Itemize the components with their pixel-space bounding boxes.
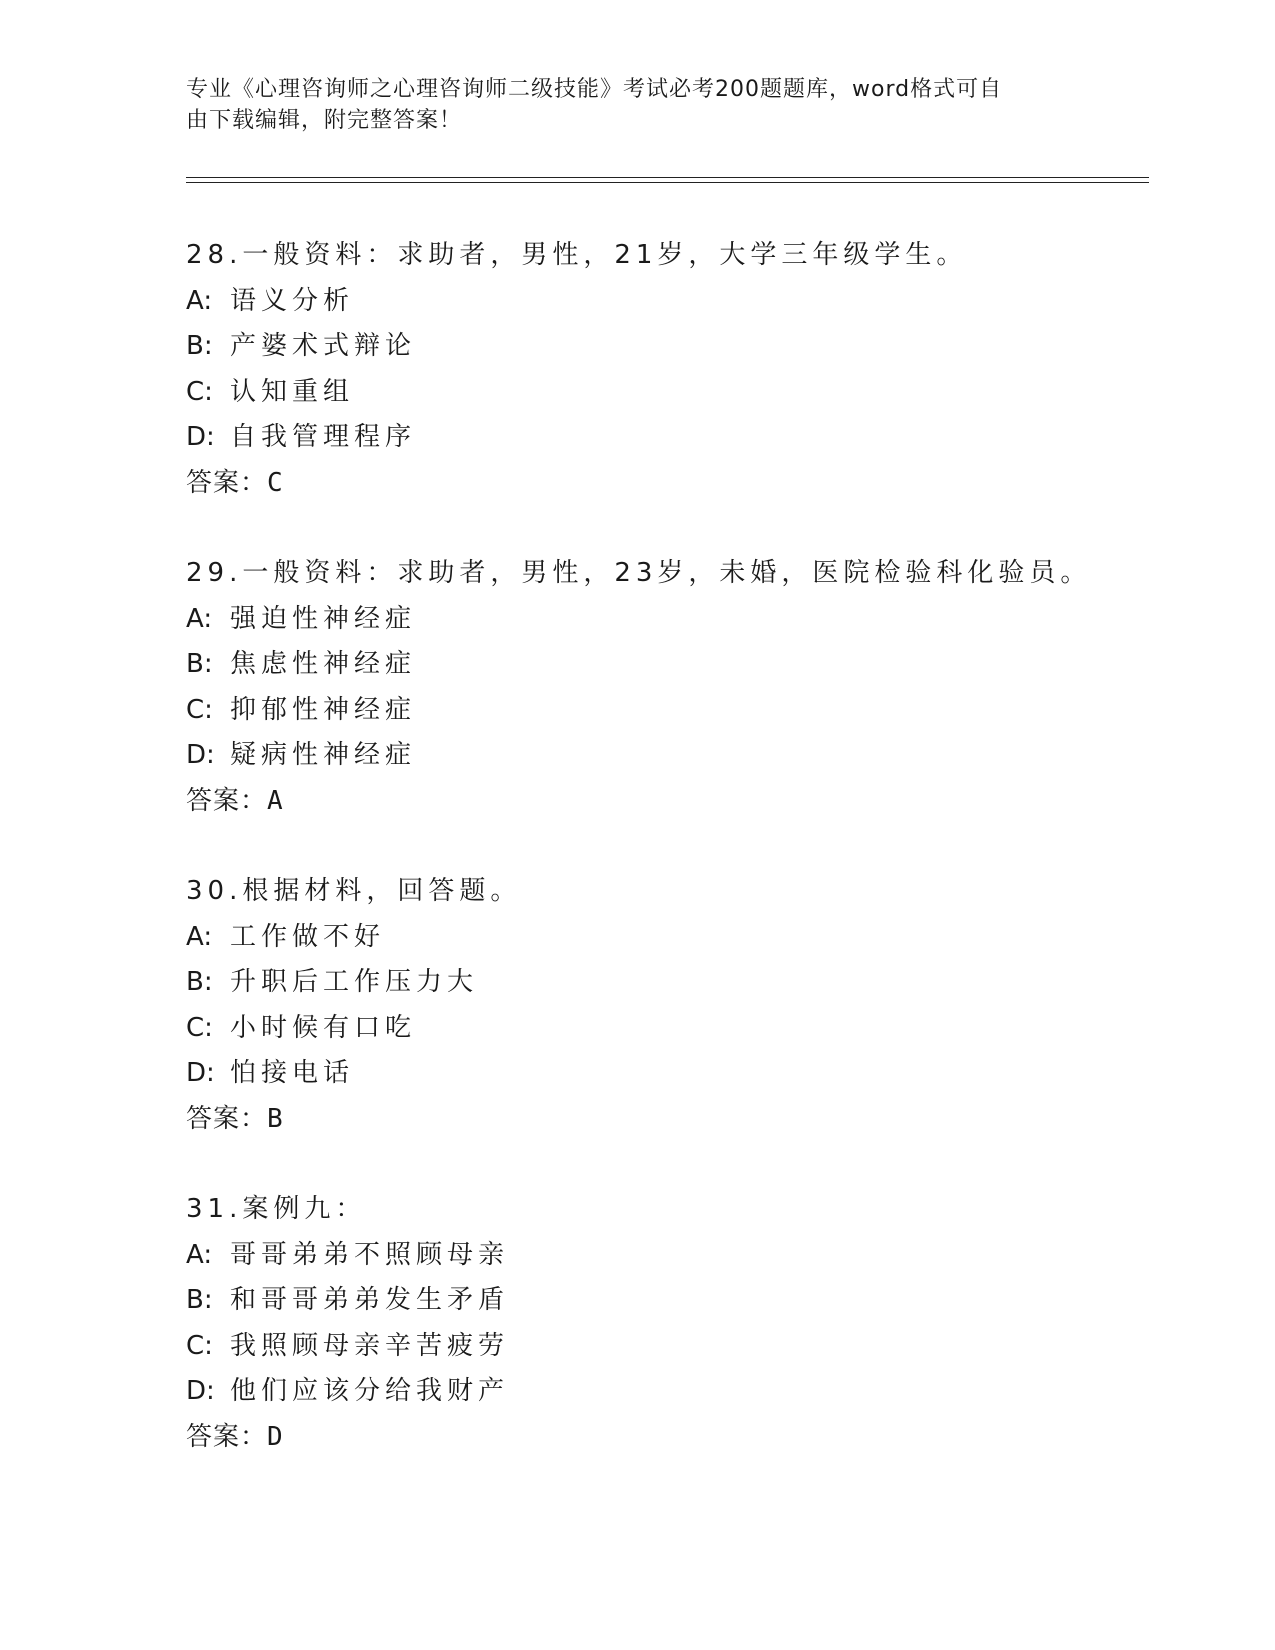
answer-value: A	[267, 785, 284, 816]
option-letter: B:	[186, 649, 213, 679]
option-letter: D:	[186, 1058, 215, 1088]
answer-label: 答案：	[186, 1103, 268, 1134]
option-letter: D:	[186, 1376, 215, 1406]
answer-label: 答案：	[186, 467, 268, 498]
question-block	[186, 233, 1146, 506]
question-stem: 28.一般资料：求助者，男性，21岁，大学三年级学生。	[186, 240, 968, 270]
document-header	[186, 74, 1066, 136]
option-a	[186, 279, 1146, 325]
question-block	[186, 1187, 1146, 1460]
option-letter: A:	[186, 603, 213, 634]
option-b	[186, 960, 1146, 1006]
option-c	[186, 370, 1146, 416]
option-text: 疑病性神经症	[230, 740, 417, 770]
header-line-2: 由下载编辑，附完整答案！	[186, 108, 463, 133]
option-a	[186, 597, 1146, 643]
option-c	[186, 1006, 1146, 1052]
option-text: 小时候有口吃	[230, 1012, 417, 1043]
answer-line	[186, 1415, 1146, 1461]
option-text: 工作做不好	[230, 921, 386, 952]
answer-value: C	[267, 467, 284, 498]
option-d	[186, 415, 1146, 461]
option-text: 他们应该分给我财产	[230, 1376, 510, 1406]
option-letter: C:	[186, 1330, 213, 1361]
option-b	[186, 642, 1146, 688]
option-text: 认知重组	[230, 376, 355, 407]
option-letter: B:	[186, 331, 213, 361]
answer-label: 答案：	[186, 785, 268, 816]
option-c	[186, 1324, 1146, 1370]
question-stem: 30.根据材料，回答题。	[186, 876, 522, 906]
answer-value: B	[267, 1103, 284, 1134]
option-text: 抑郁性神经症	[230, 694, 417, 725]
option-text: 自我管理程序	[230, 422, 417, 452]
option-letter: C:	[186, 1012, 213, 1043]
option-d	[186, 733, 1146, 779]
option-d	[186, 1051, 1146, 1097]
question-stem: 31.案例九：	[186, 1194, 367, 1224]
option-text: 产婆术式辩论	[230, 331, 417, 361]
header-divider-bottom	[186, 182, 1149, 183]
question-stem: 29.一般资料：求助者，男性，23岁，未婚，医院检验科化验员。	[186, 558, 1092, 588]
option-text: 哥哥弟弟不照顾母亲	[230, 1239, 510, 1270]
option-text: 强迫性神经症	[230, 603, 417, 634]
option-a	[186, 915, 1146, 961]
answer-label: 答案：	[186, 1421, 268, 1452]
option-c	[186, 688, 1146, 734]
answer-line	[186, 461, 1146, 507]
header-divider-top	[186, 177, 1149, 178]
option-text: 升职后工作压力大	[230, 967, 479, 997]
question-block	[186, 551, 1146, 824]
option-letter: C:	[186, 376, 213, 407]
option-letter: C:	[186, 694, 213, 725]
option-letter: B:	[186, 1285, 213, 1315]
answer-line	[186, 779, 1146, 825]
option-text: 语义分析	[230, 285, 355, 316]
option-a	[186, 1233, 1146, 1279]
option-letter: A:	[186, 1239, 213, 1270]
option-letter: D:	[186, 422, 215, 452]
option-text: 怕接电话	[230, 1058, 355, 1088]
option-letter: A:	[186, 285, 213, 316]
header-line-1: 专业《心理咨询师之心理咨询师二级技能》考试必考200题题库，word格式可自	[186, 77, 1003, 102]
option-text: 焦虑性神经症	[230, 649, 417, 679]
option-letter: D:	[186, 740, 215, 770]
answer-line	[186, 1097, 1146, 1143]
option-text: 我照顾母亲辛苦疲劳	[230, 1330, 510, 1361]
option-letter: B:	[186, 967, 213, 997]
option-text: 和哥哥弟弟发生矛盾	[230, 1285, 510, 1315]
option-b	[186, 1278, 1146, 1324]
answer-value: D	[267, 1421, 284, 1452]
option-b	[186, 324, 1146, 370]
option-d	[186, 1369, 1146, 1415]
option-letter: A:	[186, 921, 213, 952]
question-block	[186, 869, 1146, 1142]
